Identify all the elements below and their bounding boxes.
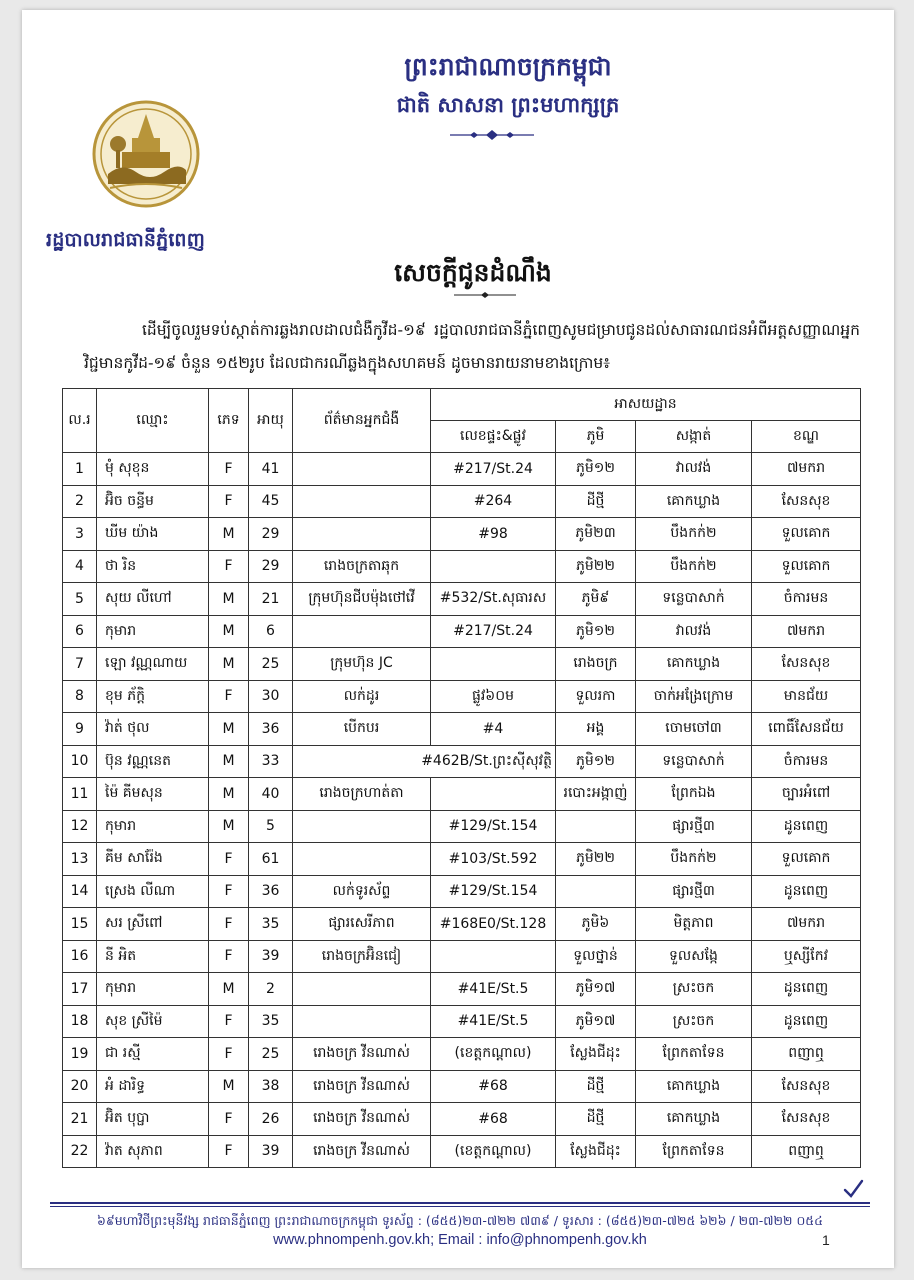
cell-info: ក្រុមហ៊ុនជីបម៉ុងថៅវើ: [293, 583, 431, 616]
cell-house: #103/St.592: [431, 843, 556, 876]
cell-no: 14: [63, 875, 97, 908]
cell-info: [293, 843, 431, 876]
cell-district: ឬស្សីកែវ: [752, 940, 861, 973]
cell-no: 2: [63, 485, 97, 518]
cell-commune: គោកឃ្លាង: [636, 648, 752, 681]
header-name: ឈ្មោះ: [97, 389, 209, 453]
cell-name: ឃីម យ៉ាង: [97, 518, 209, 551]
cell-info: [293, 973, 431, 1006]
footer-address: ៦៩មហាវិថីព្រះមុនីវង្ស រាជធានីភ្នំពេញ ព្រះរាជាណាចក្រកម្ពុជា ទូរស័ព្ទ : (៨៥៥)២៣-៧២២ ៧៣៩ / ទូរសារ : (៨៥៥)២៣-៧២៥ ៦២៦ / ២៣-៧២២ ០៥៤: [97, 1213, 823, 1228]
cell-age: 5: [249, 810, 293, 843]
cell-no: 10: [63, 745, 97, 778]
table-row: [63, 745, 861, 778]
header-house-street: លេខផ្ទះ&ផ្លូវ: [431, 421, 556, 453]
cell-house: #68: [431, 1070, 556, 1103]
cell-district: ទួលគោក: [752, 518, 861, 551]
cell-village: [556, 875, 636, 908]
cell-village: ស្លែងជីដុះ: [556, 1038, 636, 1071]
cell-commune: ទន្លេបាសាក់: [636, 745, 752, 778]
cell-sex: F: [209, 453, 249, 486]
cell-info: [293, 518, 431, 551]
cell-sex: F: [209, 680, 249, 713]
cell-info: រោងចក្រហាត់តា: [293, 778, 431, 811]
cell-name: នី អិត: [97, 940, 209, 973]
cell-house: #68: [431, 1103, 556, 1136]
cell-village: ភូមិ១២: [556, 745, 636, 778]
cell-district: ពញាឮ: [752, 1038, 861, 1071]
cell-commune: ព្រែកតាទែន: [636, 1038, 752, 1071]
cell-district: សែនសុខ: [752, 1103, 861, 1136]
cell-district: ៧មករា: [752, 615, 861, 648]
intro-paragraph: ដើម្បីចូលរួមទប់ស្កាត់ការឆ្លងរាលដាលជំងឺកូវីដ-១៩ រដ្ឋបាលរាជធានីភ្នំពេញសូមជម្រាបជូនដល់សាធារណជនអំពីអត្តសញ្ញាណអ្នកវិជ្ជមានកូវីដ-១៩ ចំនួន ១៥២រូប ដែលជាករណីឆ្លងក្នុងសហគមន៍ ដូចមានរាយនាមខាងក្រោម៖: [84, 321, 860, 372]
cell-name: អ៊ិត បុប្ផា: [97, 1103, 209, 1136]
title-underline-ornament: [454, 292, 516, 298]
checkmark-icon: [842, 1178, 864, 1200]
cell-house: #168E0/St.128: [431, 908, 556, 941]
cell-house: #98: [431, 518, 556, 551]
cell-name: សុយ លីហៅ: [97, 583, 209, 616]
cell-age: 41: [249, 453, 293, 486]
cell-sex: F: [209, 550, 249, 583]
cell-sex: F: [209, 940, 249, 973]
cell-district: ដូនពេញ: [752, 973, 861, 1006]
cell-commune: ផ្សារថ្មី៣: [636, 875, 752, 908]
cell-district: ទួលគោក: [752, 843, 861, 876]
divider-ornament-icon: [450, 130, 534, 140]
cell-name: ម៉ៃ គីមសុន: [97, 778, 209, 811]
cell-name: កុមារា: [97, 810, 209, 843]
header-patient-info: ព័ត៌មានអ្នកជំងឺ: [293, 389, 431, 453]
table-row: [63, 550, 861, 583]
cell-house: #217/St.24: [431, 453, 556, 486]
cell-village: ដីថ្មី: [556, 1070, 636, 1103]
cell-name: ប៊ុន វណ្ណនេត: [97, 745, 209, 778]
table-row: [63, 1103, 861, 1136]
cell-commune: គោកឃ្លាង: [636, 1070, 752, 1103]
cell-commune: ស្រះចក: [636, 973, 752, 1006]
cell-house: #217/St.24: [431, 615, 556, 648]
cell-commune: ទួលសង្កែ: [636, 940, 752, 973]
cell-sex: F: [209, 843, 249, 876]
header-district: ខណ្ឌ: [752, 421, 861, 453]
cell-commune: វាលវង់: [636, 615, 752, 648]
cell-village: រោងចក្រ: [556, 648, 636, 681]
cell-village: ភូមិ៩: [556, 583, 636, 616]
cell-no: 8: [63, 680, 97, 713]
cell-village: ភូមិ៦: [556, 908, 636, 941]
cell-village: ទួលរកា: [556, 680, 636, 713]
cell-village: អង្គ: [556, 713, 636, 746]
cell-commune: ព្រែកតាទែន: [636, 1135, 752, 1168]
page-number: 1: [822, 1232, 830, 1248]
table-row: [63, 875, 861, 908]
cell-name: គីម សារ៉ែង: [97, 843, 209, 876]
cell-village: របោះអង្កាញ់: [556, 778, 636, 811]
cell-age: 39: [249, 1135, 293, 1168]
cell-house: (ខេត្តកណ្តាល): [431, 1038, 556, 1071]
cell-commune: មិត្តភាព: [636, 908, 752, 941]
cell-house: #264: [431, 485, 556, 518]
cell-district: ច្បារអំពៅ: [752, 778, 861, 811]
cell-commune: ចោមចៅ៣: [636, 713, 752, 746]
cell-house: #129/St.154: [431, 875, 556, 908]
cell-village: ភូមិ១៧: [556, 1005, 636, 1038]
table-row: [63, 1135, 861, 1168]
cell-no: 17: [63, 973, 97, 1006]
cell-age: 61: [249, 843, 293, 876]
cell-info: ផ្សារសេរីភាព: [293, 908, 431, 941]
cell-no: 16: [63, 940, 97, 973]
cell-no: 19: [63, 1038, 97, 1071]
table-row: [63, 648, 861, 681]
cell-sex: F: [209, 908, 249, 941]
cell-sex: M: [209, 778, 249, 811]
cell-sex: F: [209, 1103, 249, 1136]
cell-commune: ចាក់អង្រែក្រោម: [636, 680, 752, 713]
cell-info: បើកបរ: [293, 713, 431, 746]
cell-info: រោងចក្រ វីនណាស់: [293, 1070, 431, 1103]
cell-sex: M: [209, 713, 249, 746]
table-row: [63, 843, 861, 876]
cell-age: 33: [249, 745, 293, 778]
kingdom-heading: ព្រះរាជាណាចក្រកម្ពុជា: [404, 52, 612, 81]
table-row: [63, 485, 861, 518]
cell-age: 35: [249, 1005, 293, 1038]
cell-no: 3: [63, 518, 97, 551]
header-age: អាយុ: [249, 389, 293, 453]
cell-commune: ផ្សារថ្មី៣: [636, 810, 752, 843]
cell-village: ភូមិ១២: [556, 453, 636, 486]
cell-sex: M: [209, 973, 249, 1006]
cell-no: 15: [63, 908, 97, 941]
cell-sex: F: [209, 485, 249, 518]
cell-name: អំ ដារិទ្ធ: [97, 1070, 209, 1103]
cell-info: [293, 1005, 431, 1038]
cell-village: ភូមិ១៧: [556, 973, 636, 1006]
cell-no: 21: [63, 1103, 97, 1136]
cell-name: ជា រស្មី: [97, 1038, 209, 1071]
table-row: [63, 908, 861, 941]
header-address: អាសយដ្ឋាន: [431, 389, 861, 421]
cell-commune: បឹងកក់២: [636, 518, 752, 551]
table-row: [63, 1005, 861, 1038]
cell-age: 35: [249, 908, 293, 941]
cell-sex: M: [209, 745, 249, 778]
cell-info: [293, 810, 431, 843]
cell-no: 20: [63, 1070, 97, 1103]
cell-info: [293, 615, 431, 648]
cell-village: ភូមិ២២: [556, 550, 636, 583]
cell-house: [431, 940, 556, 973]
cell-sex: M: [209, 583, 249, 616]
cell-house: [431, 550, 556, 583]
cell-commune: គោកឃ្លាង: [636, 1103, 752, 1136]
cell-age: 21: [249, 583, 293, 616]
footer-divider: [50, 1202, 870, 1204]
cell-house: #41E/St.5: [431, 973, 556, 1006]
cell-name: វ៉ាត សុភាព: [97, 1135, 209, 1168]
cell-no: 4: [63, 550, 97, 583]
cell-house: #41E/St.5: [431, 1005, 556, 1038]
cell-district: សែនសុខ: [752, 485, 861, 518]
header-commune: សង្កាត់: [636, 421, 752, 453]
cell-commune: គោកឃ្លាង: [636, 485, 752, 518]
cell-no: 13: [63, 843, 97, 876]
cell-age: 36: [249, 875, 293, 908]
cell-sex: M: [209, 648, 249, 681]
cell-house: #129/St.154: [431, 810, 556, 843]
cell-sex: M: [209, 518, 249, 551]
cell-house: [431, 778, 556, 811]
cell-district: សែនសុខ: [752, 648, 861, 681]
cell-district: សែនសុខ: [752, 1070, 861, 1103]
table-row: [63, 1070, 861, 1103]
table-row: [63, 810, 861, 843]
cell-name: ឡោ វណ្ណណាយ: [97, 648, 209, 681]
cell-sex: M: [209, 810, 249, 843]
cell-district: ទួលគោក: [752, 550, 861, 583]
cell-house: [431, 648, 556, 681]
cell-house: ផ្លូវ៦០ម: [431, 680, 556, 713]
cell-age: 25: [249, 1038, 293, 1071]
cell-name: ស្រេង លីណា: [97, 875, 209, 908]
ministry-name: រដ្ឋបាលរាជធានីភ្នំពេញ: [46, 229, 205, 251]
cell-district: ដូនពេញ: [752, 1005, 861, 1038]
motto-heading: ជាតិ សាសនា ព្រះមហាក្សត្រ: [396, 93, 620, 117]
cell-district: ពញាឮ: [752, 1135, 861, 1168]
cell-district: ដូនពេញ: [752, 875, 861, 908]
cell-info: [293, 485, 431, 518]
cell-village: ដីថ្មី: [556, 1103, 636, 1136]
table-row: [63, 713, 861, 746]
cell-age: 38: [249, 1070, 293, 1103]
cell-sex: F: [209, 1005, 249, 1038]
table-row: [63, 1038, 861, 1071]
cell-sex: M: [209, 1070, 249, 1103]
cell-district: ពោធិ៍សែនជ័យ: [752, 713, 861, 746]
cell-district: ចំការមន: [752, 745, 861, 778]
cell-name: ថា រិន: [97, 550, 209, 583]
cell-no: 9: [63, 713, 97, 746]
cell-info: រោងចក្រ វីនណាស់: [293, 1135, 431, 1168]
cell-age: 29: [249, 550, 293, 583]
cell-commune: ស្រះចក: [636, 1005, 752, 1038]
footer-contact: www.phnompenh.gov.kh; Email : info@phnompenh.gov.kh: [273, 1232, 647, 1248]
document-title: សេចក្តីជូនដំណឹង: [394, 258, 552, 287]
cell-info: រោងចក្រអ៊ិនជៀ: [293, 940, 431, 973]
document-page: [22, 10, 894, 1268]
cell-info: លក់ទូរស័ព្ទ: [293, 875, 431, 908]
cell-no: 12: [63, 810, 97, 843]
cell-name: សរ ស្រីពៅ: [97, 908, 209, 941]
table-row: [63, 518, 861, 551]
table-row: [63, 778, 861, 811]
cell-info: [293, 453, 431, 486]
cell-name: មុំ សុខុន: [97, 453, 209, 486]
cell-house: #4: [431, 713, 556, 746]
cell-age: 45: [249, 485, 293, 518]
cell-info: រោងចក្រតាឆុក: [293, 550, 431, 583]
cell-age: 30: [249, 680, 293, 713]
cell-district: មានជ័យ: [752, 680, 861, 713]
cell-info: #462B/St.ព្រះស៊ីសុវត្ថិ: [293, 745, 556, 778]
cell-village: ដីថ្មី: [556, 485, 636, 518]
cell-house: #532/St.សុធារស: [431, 583, 556, 616]
cell-district: ៧មករា: [752, 908, 861, 941]
cell-age: 25: [249, 648, 293, 681]
cell-sex: F: [209, 875, 249, 908]
footer-divider-thin: [50, 1206, 870, 1207]
cell-commune: បឹងកក់២: [636, 843, 752, 876]
cell-no: 1: [63, 453, 97, 486]
cell-name: កុមារា: [97, 615, 209, 648]
cell-sex: F: [209, 1038, 249, 1071]
cell-commune: ព្រែកឯង: [636, 778, 752, 811]
cell-commune: វាលវង់: [636, 453, 752, 486]
cell-info: ក្រុមហ៊ុន JC: [293, 648, 431, 681]
cell-no: 7: [63, 648, 97, 681]
cell-village: ភូមិ១២: [556, 615, 636, 648]
cell-age: 2: [249, 973, 293, 1006]
cell-age: 26: [249, 1103, 293, 1136]
cell-name: ខុម ភ័ក្តិ: [97, 680, 209, 713]
header-no: ល.រ: [63, 389, 97, 453]
table-row: [63, 680, 861, 713]
cell-village: ស្លែងជីដុះ: [556, 1135, 636, 1168]
cell-name: សុខ ស្រីម៉ៃ: [97, 1005, 209, 1038]
cell-age: 40: [249, 778, 293, 811]
cell-village: ភូមិ២៣: [556, 518, 636, 551]
table-row: [63, 973, 861, 1006]
cell-house: (ខេត្តកណ្តាល): [431, 1135, 556, 1168]
cell-no: 11: [63, 778, 97, 811]
cell-no: 5: [63, 583, 97, 616]
cell-no: 6: [63, 615, 97, 648]
cell-sex: F: [209, 1135, 249, 1168]
cell-district: ៧មករា: [752, 453, 861, 486]
cell-info: រោងចក្រ វីនណាស់: [293, 1038, 431, 1071]
cell-age: 6: [249, 615, 293, 648]
cases-table-body: [63, 453, 861, 1168]
table-row: [63, 583, 861, 616]
table-row: [63, 615, 861, 648]
table-row: [63, 940, 861, 973]
cell-age: 39: [249, 940, 293, 973]
cell-name: អ៊ិច ចន្ធីម: [97, 485, 209, 518]
cell-name: វ៉ាត់ ថុល: [97, 713, 209, 746]
table-row: [63, 453, 861, 486]
cases-table: [62, 388, 861, 1168]
cell-district: ចំការមន: [752, 583, 861, 616]
cell-info: លក់ដូរ: [293, 680, 431, 713]
cell-no: 18: [63, 1005, 97, 1038]
cell-no: 22: [63, 1135, 97, 1168]
cell-age: 29: [249, 518, 293, 551]
cell-commune: បឹងកក់២: [636, 550, 752, 583]
cell-commune: ទន្លេបាសាក់: [636, 583, 752, 616]
header-village: ភូមិ: [556, 421, 636, 453]
cell-village: ទួលថ្នាន់: [556, 940, 636, 973]
cell-name: កុមារា: [97, 973, 209, 1006]
cell-sex: M: [209, 615, 249, 648]
phnom-penh-municipal-seal-icon: [92, 100, 200, 208]
cell-age: 36: [249, 713, 293, 746]
cell-village: ភូមិ២២: [556, 843, 636, 876]
cell-info: រោងចក្រ វីនណាស់: [293, 1103, 431, 1136]
header-sex: ភេទ: [209, 389, 249, 453]
cell-district: ដូនពេញ: [752, 810, 861, 843]
cell-village: [556, 810, 636, 843]
